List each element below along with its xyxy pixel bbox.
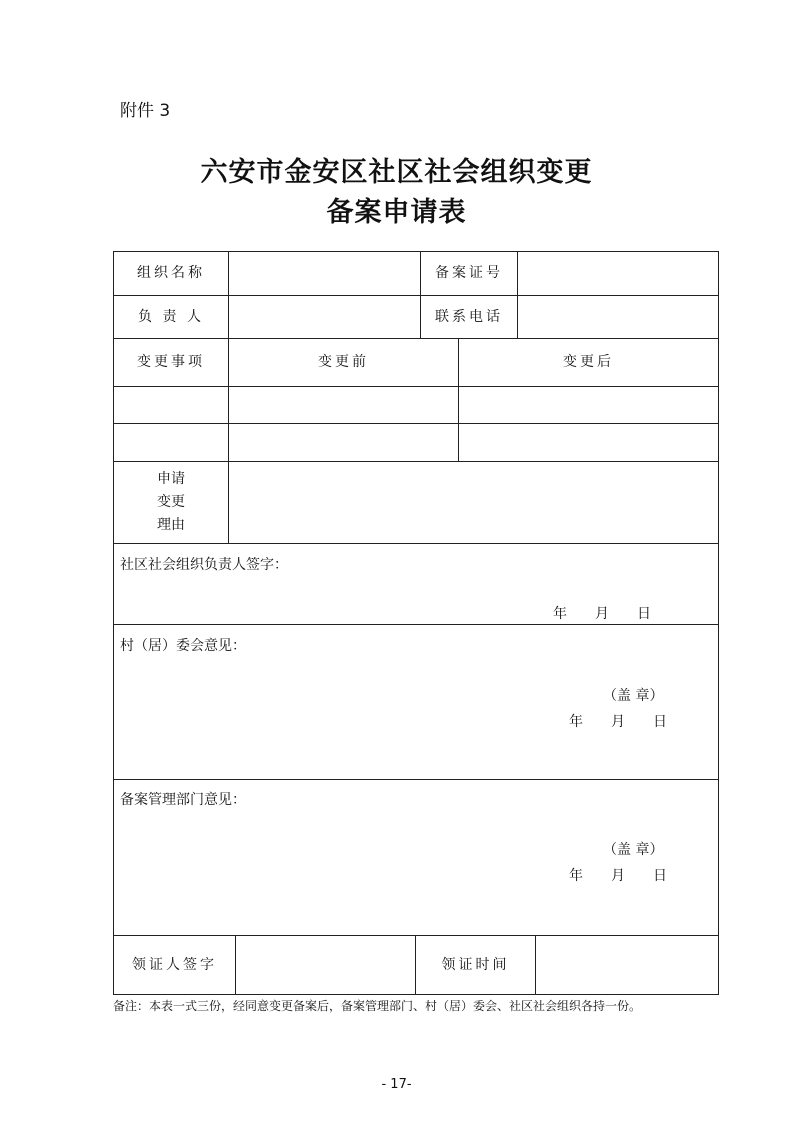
village-opinion-label: 村（居）委会意见： bbox=[120, 638, 246, 654]
village-date: 年 月 日 bbox=[569, 714, 667, 730]
attachment-label: 附件 3 bbox=[120, 101, 171, 121]
after-change-header: 变更后 bbox=[563, 354, 614, 370]
change-record-form bbox=[113, 251, 719, 995]
dept-date: 年 月 日 bbox=[569, 868, 667, 884]
before-change-header: 变更前 bbox=[318, 354, 369, 370]
receive-time-field[interactable] bbox=[536, 936, 718, 994]
org-name-label: 组织名称 bbox=[137, 265, 205, 281]
record-no-label: 备案证号 bbox=[435, 265, 503, 281]
change-item-field[interactable] bbox=[114, 424, 228, 461]
form-title-line2: 备案申请表 bbox=[326, 197, 467, 228]
row-divider bbox=[113, 779, 719, 780]
after-change-field[interactable] bbox=[459, 387, 718, 423]
leader-field[interactable] bbox=[229, 296, 420, 338]
before-change-field[interactable] bbox=[229, 387, 458, 423]
village-seal: （盖 章） bbox=[603, 688, 664, 704]
table-border-bottom bbox=[113, 994, 719, 995]
phone-field[interactable] bbox=[518, 296, 718, 338]
footnote: 备注：本表一式三份，经同意变更备案后，备案管理部门、村（居）委会、社区社会组织各持一份。 bbox=[113, 999, 642, 1013]
after-change-field[interactable] bbox=[459, 424, 718, 461]
receiver-signature-label: 领证人签字 bbox=[132, 956, 217, 973]
leader-label: 负 责 人 bbox=[138, 308, 204, 325]
change-items-label: 变更事项 bbox=[137, 354, 205, 370]
table-border-right bbox=[718, 251, 719, 995]
phone-label: 联系电话 bbox=[435, 308, 503, 325]
change-item-field[interactable] bbox=[114, 387, 228, 423]
dept-seal: （盖 章） bbox=[603, 842, 664, 858]
leader-signature-date: 年 月 日 bbox=[553, 606, 651, 622]
receive-time-label: 领证时间 bbox=[441, 956, 510, 973]
form-title-line1: 六安市金安区社区社会组织变更 bbox=[200, 157, 593, 188]
page-number: - 17- bbox=[381, 1077, 412, 1092]
dept-opinion-label: 备案管理部门意见： bbox=[120, 792, 246, 808]
record-no-field[interactable] bbox=[518, 252, 718, 295]
receiver-signature-field[interactable] bbox=[236, 936, 415, 994]
row-divider bbox=[113, 624, 719, 625]
reason-field[interactable] bbox=[229, 462, 718, 543]
org-name-field[interactable] bbox=[229, 252, 420, 295]
before-change-field[interactable] bbox=[229, 424, 458, 461]
leader-signature-label: 社区社会组织负责人签字： bbox=[120, 557, 288, 573]
row-divider bbox=[113, 543, 719, 544]
reason-label: 申请 变更 理由 bbox=[157, 471, 185, 533]
